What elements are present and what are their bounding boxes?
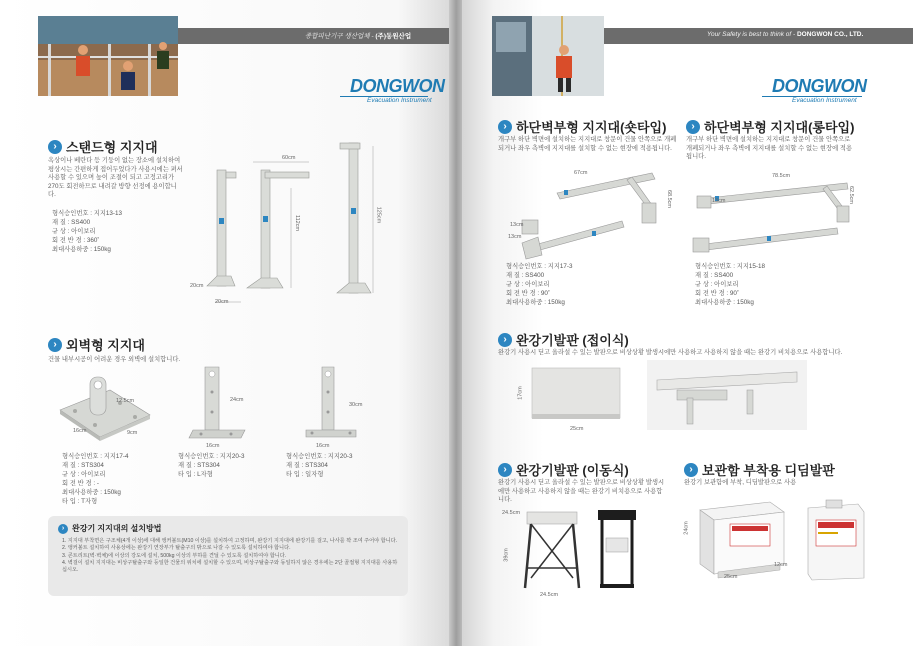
section-title-lower-long (686, 117, 854, 136)
section-title-lower-short (498, 117, 666, 136)
wall-support-l-image (185, 362, 255, 447)
header-caption-text: 종합피난기구 생산업체 - (305, 33, 376, 40)
wall-description: 건물 내부시공이 어려운 경우 외벽에 설치합니다. (48, 356, 181, 363)
header-company: (주)동원산업 (375, 33, 412, 40)
stand-support-images (195, 138, 410, 310)
spec-line: 타 입 : L자형 (178, 471, 213, 478)
section-title-foothold-move (498, 460, 629, 479)
spec-line: 타 입 : 일자형 (286, 471, 324, 478)
foothold-fold-mounted-image (647, 360, 807, 430)
spec-line: 형식승인번호 : 지지13-13 (52, 210, 123, 217)
dim-label: 12cm (774, 562, 788, 568)
spec-line: 재 질 : STS304 (286, 462, 328, 469)
chevron-right-icon: › (58, 524, 68, 534)
section-title-lower-short-text: 하단벽부형 지지대(숏타입) (516, 120, 667, 135)
foothold-move-description: 완강기 사용시 딛고 올라설 수 있는 발판으로 비상상황 발생시에만 사용하고 사용하지 않을 때는 완강기 비치용으로 사용합니다. (498, 479, 665, 504)
spec-line: 형식승인번호 : 지지20-3 (178, 453, 245, 460)
dim-label: 13cm (712, 198, 726, 204)
installation-notes-title (58, 523, 161, 534)
list-item: 1. 지지대 부착면은 구조체(4개 이상)에 대해 앵커볼트(M10 이상)를 설치하여 고정하며, 완강기 지지대에 완강기를 걸고, 나사를 꽉 조여 주어야 합니다. (62, 538, 398, 544)
logo-subtitle: Evacuation Instrument (367, 97, 432, 104)
spec-line: 규 상 : 아이보리 (506, 281, 550, 288)
dim-label: 20cm (190, 283, 204, 289)
dim-label: 24cm (683, 521, 690, 535)
foothold-move-stool-image (517, 508, 587, 593)
list-item: 3. 콘트리트(벽·벽체)에 이상의 강도에 설치, 500kg 이상의 부하를 견딜 수 있도록 설치하여야 합니다. (62, 552, 287, 559)
foothold-fold-board-image (528, 364, 626, 424)
section-title-stand-text: 스탠드형 지지대 (66, 140, 158, 155)
dim-label: 24.5cm (540, 592, 559, 598)
chevron-right-icon: › (684, 463, 698, 477)
spec-line: 형식승인번호 : 지지17-3 (506, 263, 573, 270)
foothold-move-folded-image (592, 508, 642, 590)
spec-line: 회 전 반 경 : 90˚ (506, 290, 550, 297)
lower-short-specs (506, 262, 573, 307)
dim-label: 13cm (508, 234, 522, 240)
spec-line: 재 질 : STS304 (178, 462, 220, 469)
spec-line: 최대사용하중 : 150kg (506, 299, 565, 306)
dim-label: 25cm (570, 426, 584, 432)
wall-l-specs (178, 452, 245, 479)
installation-notes-list (62, 538, 402, 574)
spec-line: 재 질 : SS400 (695, 272, 734, 279)
spec-line: 회 전 반 경 : - (62, 480, 99, 487)
spec-line: 재 질 : SS400 (52, 219, 91, 226)
section-title-storage (684, 460, 835, 479)
dim-label: 16cm (73, 428, 87, 434)
chevron-right-icon: › (498, 463, 512, 477)
lower-long-description: 개구부 하단 벽면에 설치하는 지지대로 창문이 건물 안쪽으로 개폐되거나 좌우 측벽에 지지대를 설치할 수 없는 현장에 적용됩니다. (686, 136, 853, 161)
dongwon-logo: DONGWON (772, 76, 867, 96)
spec-line: 규 상 : 아이보리 (695, 281, 739, 288)
spec-line: 재 질 : STS304 (62, 462, 104, 469)
lower-short-description: 개구부 하단 벽면에 설치하는 지지대로 창문이 건물 안쪽으로 개폐되거나 좌우 측벽에 지지대를 설치할 수 없는 현장에 적용됩니다. (498, 136, 677, 152)
spec-line: 규 상 : 아이보리 (62, 471, 106, 478)
dim-label: 13cm (510, 222, 524, 228)
wall-support-t-image (55, 365, 155, 445)
installation-notes-box (48, 516, 408, 596)
section-title-lower-long-text: 하단벽부형 지지대(롱타입) (704, 120, 855, 135)
list-item: 4. 벽걸이 설치 지지대는 비상구탈출구와 등일한 건물의 위치에 설치할 수 있으며, 비상구탈출구와 동일하지 않은 경우에는 2단 골절형 지지대를 사용하십시오. (62, 559, 398, 574)
dim-label: 39cm (503, 548, 510, 562)
right-page (462, 0, 913, 646)
storage-box-foothold-image (690, 500, 790, 580)
logo-subtitle: Evacuation Instrument (792, 97, 857, 104)
lower-short-support-image (502, 165, 677, 260)
section-title-wall (48, 335, 145, 354)
dim-label: 24.5cm (502, 510, 521, 516)
chevron-right-icon: › (498, 333, 512, 347)
section-title-foothold-fold (498, 330, 629, 349)
dim-label: 62.5cm (848, 185, 855, 205)
header-photo-descent (492, 16, 604, 96)
spec-line: 회 전 반 경 : 90˚ (695, 290, 739, 297)
dim-label: 9cm (127, 430, 138, 436)
storage-description: 완강기 보관함에 부착, 디딤발판으로 사용 (684, 479, 797, 486)
spec-line: 규 상 : 아이보리 (52, 228, 96, 235)
stand-description: 옥상이나 베란다 등 기둥이 없는 장소에 설치하여 평상시는 간편하게 접어두었다가 사용시에는 펴서 사용할 수 있으며 높이 조절이 되고 고정고리가 270도 회전하므로 내려갈 방향 선정에 용이합니다. (48, 157, 183, 199)
header-caption (707, 31, 863, 38)
dim-label: 125cm (375, 206, 382, 224)
dim-label: 78.5cm (772, 173, 791, 179)
wall-flat-specs (286, 452, 353, 479)
section-title-wall-text: 외벽형 지지대 (66, 338, 145, 353)
header-caption (305, 31, 411, 40)
spec-line: 형식승인번호 : 지지17-4 (62, 453, 129, 460)
installation-notes-title-text: 완강기 지지대의 설치방법 (72, 524, 162, 533)
spec-line: 최대사용하중 : 150kg (62, 489, 121, 496)
section-title-foothold-fold-text: 완강기발판 (접이식) (516, 333, 629, 348)
spec-line: 재 질 : SS400 (506, 272, 545, 279)
spec-line: 회 전 반 경 : 360˚ (52, 237, 100, 244)
dim-label: 68.5cm (666, 189, 673, 209)
dim-label: 24cm (230, 397, 244, 403)
list-item: 2. 앵커볼트 설치하여 사용상에는 완강기 연장부가 탈출구의 밖으로 나갈 수 있도록 설치하여야 합니다. (62, 545, 291, 552)
spec-line: 최대사용하중 : 150kg (52, 246, 111, 253)
spec-line: 형식승인번호 : 지지20-3 (286, 453, 353, 460)
dim-label: 30cm (349, 402, 363, 408)
wall-t-specs (62, 452, 129, 506)
spec-line: 최대사용하중 : 150kg (695, 299, 754, 306)
chevron-right-icon: › (686, 120, 700, 134)
dim-label: 16cm (316, 443, 330, 449)
stand-specs (52, 209, 122, 254)
header-caption-text: Your Safety is best to think of - (707, 31, 797, 38)
left-page (0, 0, 452, 646)
lower-long-support-image (687, 168, 867, 258)
dim-label: 25cm (724, 574, 738, 580)
chevron-right-icon: › (48, 338, 62, 352)
storage-container-image (802, 498, 868, 582)
dongwon-logo: DONGWON (350, 76, 445, 96)
lower-long-specs (695, 262, 765, 307)
dim-label: 12.5cm (116, 398, 135, 404)
dim-label: 112cm (294, 214, 301, 232)
dim-label: 67cm (574, 170, 588, 176)
section-title-stand (48, 137, 158, 156)
chevron-right-icon: › (48, 140, 62, 154)
spec-line: 타 입 : T자형 (62, 498, 98, 505)
dim-label: 20cm (215, 299, 229, 305)
section-title-storage-text: 보관함 부착용 디딤발판 (702, 463, 835, 478)
spec-line: 형식승인번호 : 지지15-18 (695, 263, 766, 270)
dim-label: 60cm (282, 155, 296, 161)
dim-label: 16cm (206, 443, 220, 449)
chevron-right-icon: › (498, 120, 512, 134)
header-company: DONGWON CO., LTD. (796, 31, 864, 38)
section-title-foothold-move-text: 완강기발판 (이동식) (516, 463, 629, 478)
dim-label: 17cm (517, 386, 524, 400)
header-photo-rescue (38, 16, 178, 96)
foothold-fold-description: 완강기 사용시 딛고 올라설 수 있는 발판으로 비상상황 발생시에만 사용하고 사용하지 않을 때는 완강기 비치용으로 사용합니다. (498, 349, 843, 356)
